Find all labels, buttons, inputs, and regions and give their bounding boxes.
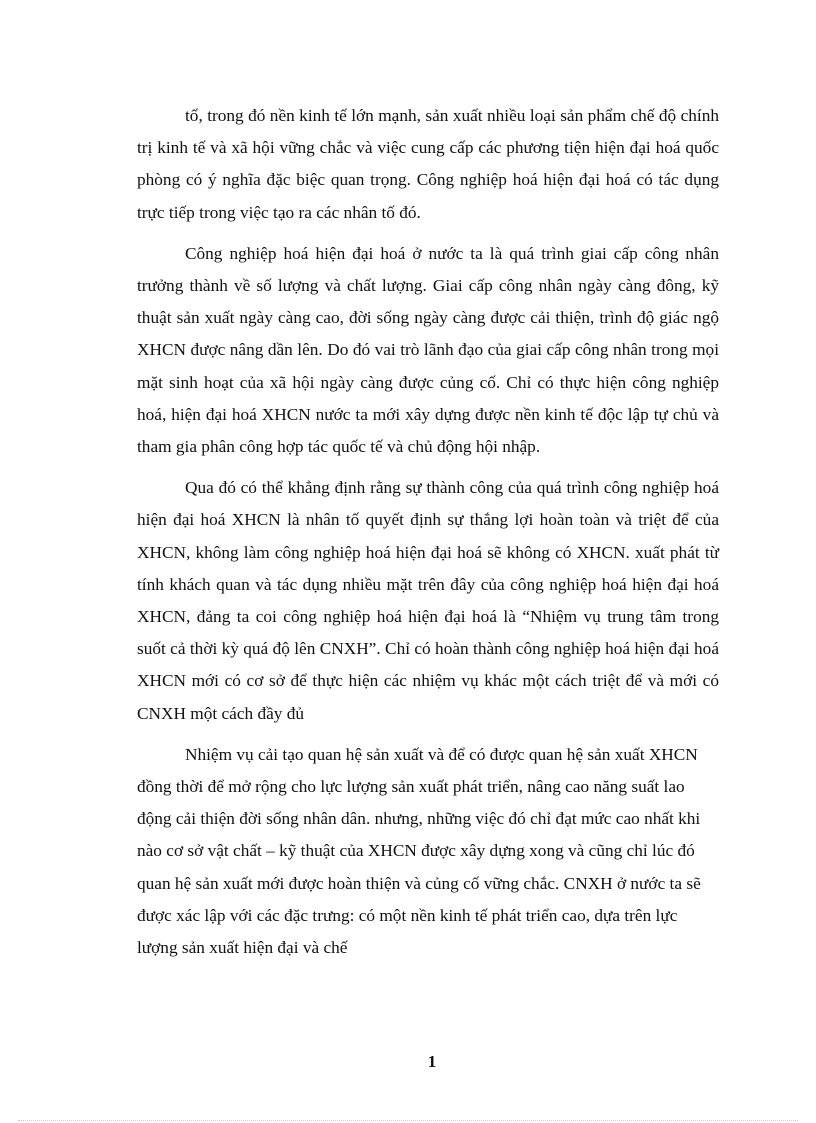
paragraph-2: Công nghiệp hoá hiện đại hoá ở nước ta là quá trình giai cấp công nhân trưởng thành về số lượng và chất lượng. Giai cấp công nhân ngày càng đông, kỹ thuật sản xuất ngày càng cao, đời sống ngày càng được cải thiện, trình độ giác ngộ XHCN được nâng dần lên. Do đó vai trò lãnh đạo của giai cấp công nhân trong mọi mặt sinh hoạt của xã hội ngày càng được củng cố. Chỉ có thực hiện công nghiệp hoá, hiện đại hoá XHCN nước ta mới xây dựng được nền kinh tế độc lập tự chủ và tham gia phân công hợp tác quốc tế và chủ động hội nhập.	[137, 243, 719, 457]
page-bottom-border	[18, 1120, 798, 1121]
paragraph-1: tố, trong đó nền kinh tế lớn mạnh, sản xuất nhiều loại sản phẩm chế độ chính trị kinh tế và xã hội vững chắc và việc cung cấp các phương tiện hiện đại hoá quốc phòng có ý nghĩa đặc biệc quan trọng. Công nghiệp hoá hiện đại hoá có tác dụng trực tiếp trong việc tạo ra các nhân tố đó.	[137, 106, 719, 222]
page-number: 1	[427, 1052, 437, 1071]
paragraph-3: Qua đó có thể khẳng định rằng sự thành công của quá trình công nghiệp hoá hiện đại hoá XHCN là nhân tố quyết định sự thắng lợi hoàn toàn và triệt để của XHCN, không làm công nghiệp hoá hiện đại hoá sẽ không có XHCN. xuất phát từ tính khách quan và tác dụng nhiều mặt trên đây của công nghiệp hoá hiện đại hoá XHCN, đảng ta coi công nghiệp hoá hiện đại hoá là “Nhiệm vụ trung tâm trong suốt cả thời kỳ quá độ lên CNXH”. Chỉ có hoàn thành công nghiệp hoá hiện đại hoá XHCN mới có cơ sở để thực hiện các nhiệm vụ khác một cách triệt để và mới có CNXH một cách đầy đủ	[137, 478, 719, 723]
paragraph-4: Nhiệm vụ cải tạo quan hệ sản xuất và để có được quan hệ sản xuất XHCN đồng thời để mở rộng cho lực lượng sản xuất phát triển, nâng cao năng suất lao động cải thiện đời sống nhân dân. nhưng, những việc đó chỉ đạt mức cao nhất khi nào cơ sở vật chất – kỹ thuật của XHCN được xây dựng xong và cũng chỉ lúc đó quan hệ sản xuất mới được hoàn thiện và củng cố vững chắc. CNXH ở nước ta sẽ được xác lập với các đặc trưng: có một nền kinh tế phát triển cao, dựa trên lực lượng sản xuất hiện đại và chế	[137, 744, 701, 958]
body-text	[137, 100, 719, 973]
